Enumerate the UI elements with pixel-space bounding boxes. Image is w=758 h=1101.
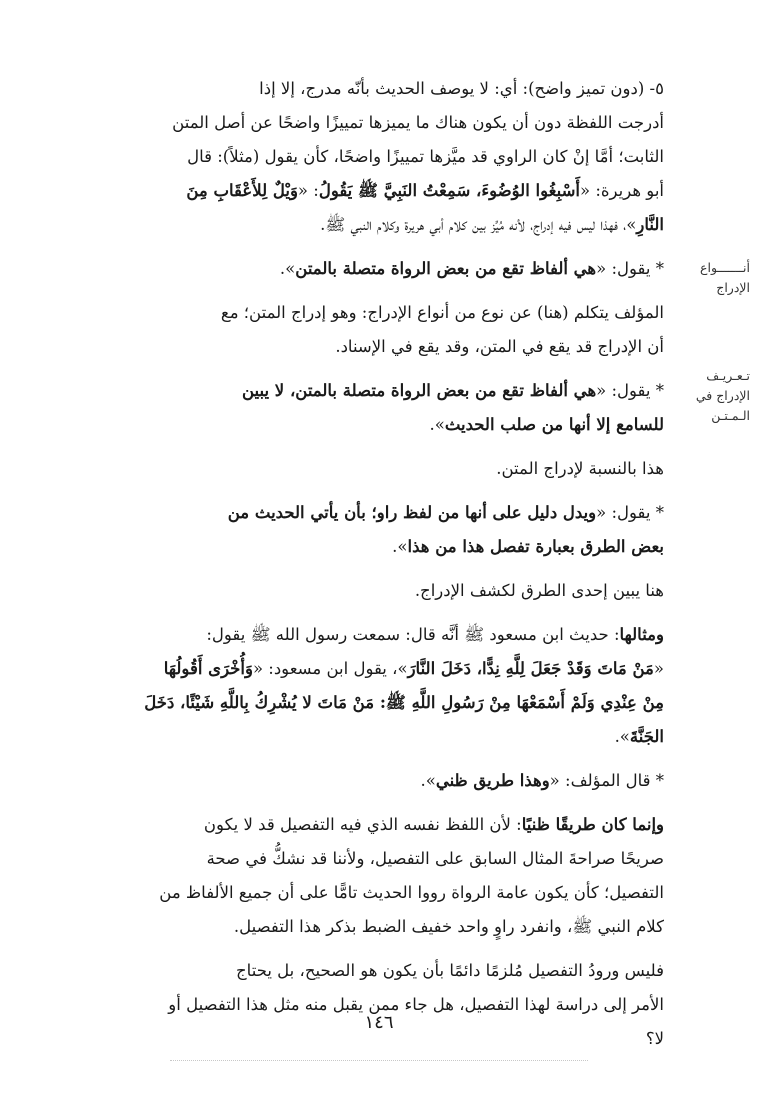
- text-line: [76, 808, 664, 842]
- text-segment: ».: [614, 727, 630, 746]
- text-line: [76, 954, 664, 988]
- text-line: [76, 330, 664, 364]
- paragraph: [76, 252, 664, 286]
- text-line: [76, 910, 664, 944]
- paragraph: [76, 452, 664, 486]
- paragraph: [76, 374, 664, 442]
- text-segment: فليس ورودُ التفصيل مُلزمًا دائمًا بأن يكون هو الصحيح، بل يحتاج: [236, 961, 664, 980]
- text-line: [76, 140, 664, 174]
- text-line: [76, 574, 664, 608]
- text-line: [76, 208, 664, 242]
- text-line: [76, 72, 664, 106]
- text-segment: ٥- (دون تميز واضح): أي: لا يوصف الحديث بأنّه مدرج، إلا إذا: [259, 79, 664, 98]
- text-segment: : لأن اللفظ نفسه الذي فيه التفصيل قد لا يكون: [203, 815, 522, 834]
- margin-note-types-of-idraj: [674, 258, 750, 298]
- text-line: [76, 764, 664, 798]
- paragraph: [76, 574, 664, 608]
- quoted-text: ومثالها: [619, 625, 664, 644]
- text-line: [76, 452, 664, 486]
- text-line: [76, 408, 664, 442]
- paragraph: [76, 618, 664, 754]
- quoted-text: وهذا طريق ظني: [435, 771, 550, 790]
- text-line: [76, 374, 664, 408]
- text-segment: * قال المؤلف: «: [549, 771, 664, 790]
- text-line: [76, 842, 664, 876]
- quoted-text: وإنما كان طريقًا ظنيًا: [521, 815, 664, 834]
- text-segment: أدرجت اللفظة دون أن يكون هناك ما يميزها تمييزًا واضحًا عن أصل المتن: [172, 113, 664, 132]
- text-segment: : «: [297, 181, 319, 200]
- text-segment: التفصيل؛ كأن يكون عامة الرواة رووا الحديث تامًّا على أن جميع الألفاظ من: [159, 883, 664, 902]
- text-segment: الثابت؛ أمَّا إنْ كان الراوي قد ميَّزها تمييزًا واضحًا، كأن يقول (مثلاً): قال: [187, 147, 664, 166]
- paragraph: [76, 808, 664, 944]
- text-line: [76, 652, 664, 686]
- text-segment: «: [653, 659, 664, 678]
- text-segment: هنا يبين إحدى الطرق لكشف الإدراج.: [414, 581, 664, 600]
- text-line: [76, 876, 664, 910]
- text-segment: »، يقول ابن مسعود: «: [252, 659, 408, 678]
- paragraph: [76, 296, 664, 364]
- text-segment: صريحًا صراحةَ المثال السابق على التفصيل، ولأننا قد نشكُّ في صحة: [206, 849, 664, 868]
- text-line: [76, 174, 664, 208]
- text-segment: المؤلف يتكلم (هنا) عن نوع من أنواع الإدراج: وهو إدراج المتن؛ مع: [220, 303, 664, 322]
- text-line: [76, 618, 664, 652]
- footer-rule: [170, 1060, 588, 1061]
- text-segment: لا؟: [645, 1029, 664, 1048]
- paragraph: [76, 954, 664, 1056]
- quoted-text: وَيْلٌ لِلأَعْقَابِ مِنَ: [186, 181, 298, 200]
- quoted-text: ويدل دليل على أنها من لفظ راو؛ بأن يأتي الحديث من: [227, 503, 597, 522]
- text-segment: ».: [392, 537, 408, 556]
- quoted-text: وَأُخْرَى أَقُولُهَا: [163, 659, 253, 678]
- text-segment: »، فهذا ليس فيه إدراج، لأنه مُيِّز بين كلام أبي هريرة وكلام النبي ﷺ.: [320, 215, 637, 234]
- text-line: [76, 496, 664, 530]
- quoted-text: الجَنَّةَ: [629, 727, 664, 746]
- text-segment: كلام النبي ﷺ، وانفرد راوٍ واحد خفيف الضبط بذكر هذا التفصيل.: [233, 917, 664, 936]
- text-line: [76, 106, 664, 140]
- text-segment: الأمر إلى دراسة لهذا التفصيل، هل جاء ممن يقبل منه مثل هذا التفصيل أو: [168, 995, 664, 1014]
- text-segment: هذا بالنسبة لإدراج المتن.: [496, 459, 664, 478]
- text-line: [76, 720, 664, 754]
- margin-note-text: تـعـريـف الإدراج في الـمـتـن: [695, 368, 750, 423]
- quoted-text: النَّارِ: [636, 215, 664, 234]
- quoted-text: أَسْبِغُوا الوُضُوءَ، سَمِعْتُ النَبِيَّ ﷺ يَقُولُ: [318, 181, 580, 200]
- quoted-text: للسامع إلا أنها من صلب الحديث: [444, 415, 664, 434]
- text-line: [76, 252, 664, 286]
- quoted-text: هي ألفاظ تقع من بعض الرواة متصلة بالمتن، لا يبين: [241, 381, 597, 400]
- text-segment: ».: [429, 415, 445, 434]
- text-line: [76, 686, 664, 720]
- text-segment: * يقول: «: [596, 381, 664, 400]
- text-segment: : حديث ابن مسعود ﷺ أنَّه قال: سمعت رسول الله ﷺ يقول:: [206, 625, 620, 644]
- paragraph: [76, 72, 664, 242]
- main-text: [76, 72, 664, 1056]
- quoted-text: مَنْ مَاتَ وَقَدْ جَعَلَ لِلَّهِ نِدًّا، دَخَلَ النَّارَ: [407, 659, 654, 678]
- margin-note-text: أنـــــــواع الإدراج: [700, 260, 750, 295]
- text-segment: ».: [279, 259, 296, 278]
- text-line: [76, 530, 664, 564]
- paragraph: [76, 496, 664, 564]
- quoted-text: هي ألفاظ تقع من بعض الرواة متصلة بالمتن: [295, 259, 597, 278]
- text-segment: أبو هريرة: «: [580, 181, 664, 200]
- paragraph: [76, 764, 664, 798]
- text-segment: ».: [420, 771, 436, 790]
- margin-note-definition: [674, 366, 750, 426]
- page-number: ١٤٦: [364, 1012, 394, 1033]
- text-line: [76, 296, 664, 330]
- text-segment: * يقول: «: [596, 259, 664, 278]
- quoted-text: بعض الطرق بعبارة تفصل هذا من هذا: [407, 537, 664, 556]
- quoted-text: مِنْ عِنْدِي وَلَمْ أَسْمَعْهَا مِنْ رَسُولِ اللَّهِ ﷺ: مَنْ مَاتَ لا يُشْرِكُ بِاللَّهِ شَيْئًا، دَخَلَ: [144, 693, 664, 712]
- text-segment: * يقول: «: [596, 503, 664, 522]
- text-segment: أن الإدراج قد يقع في المتن، وقد يقع في الإسناد.: [335, 337, 664, 356]
